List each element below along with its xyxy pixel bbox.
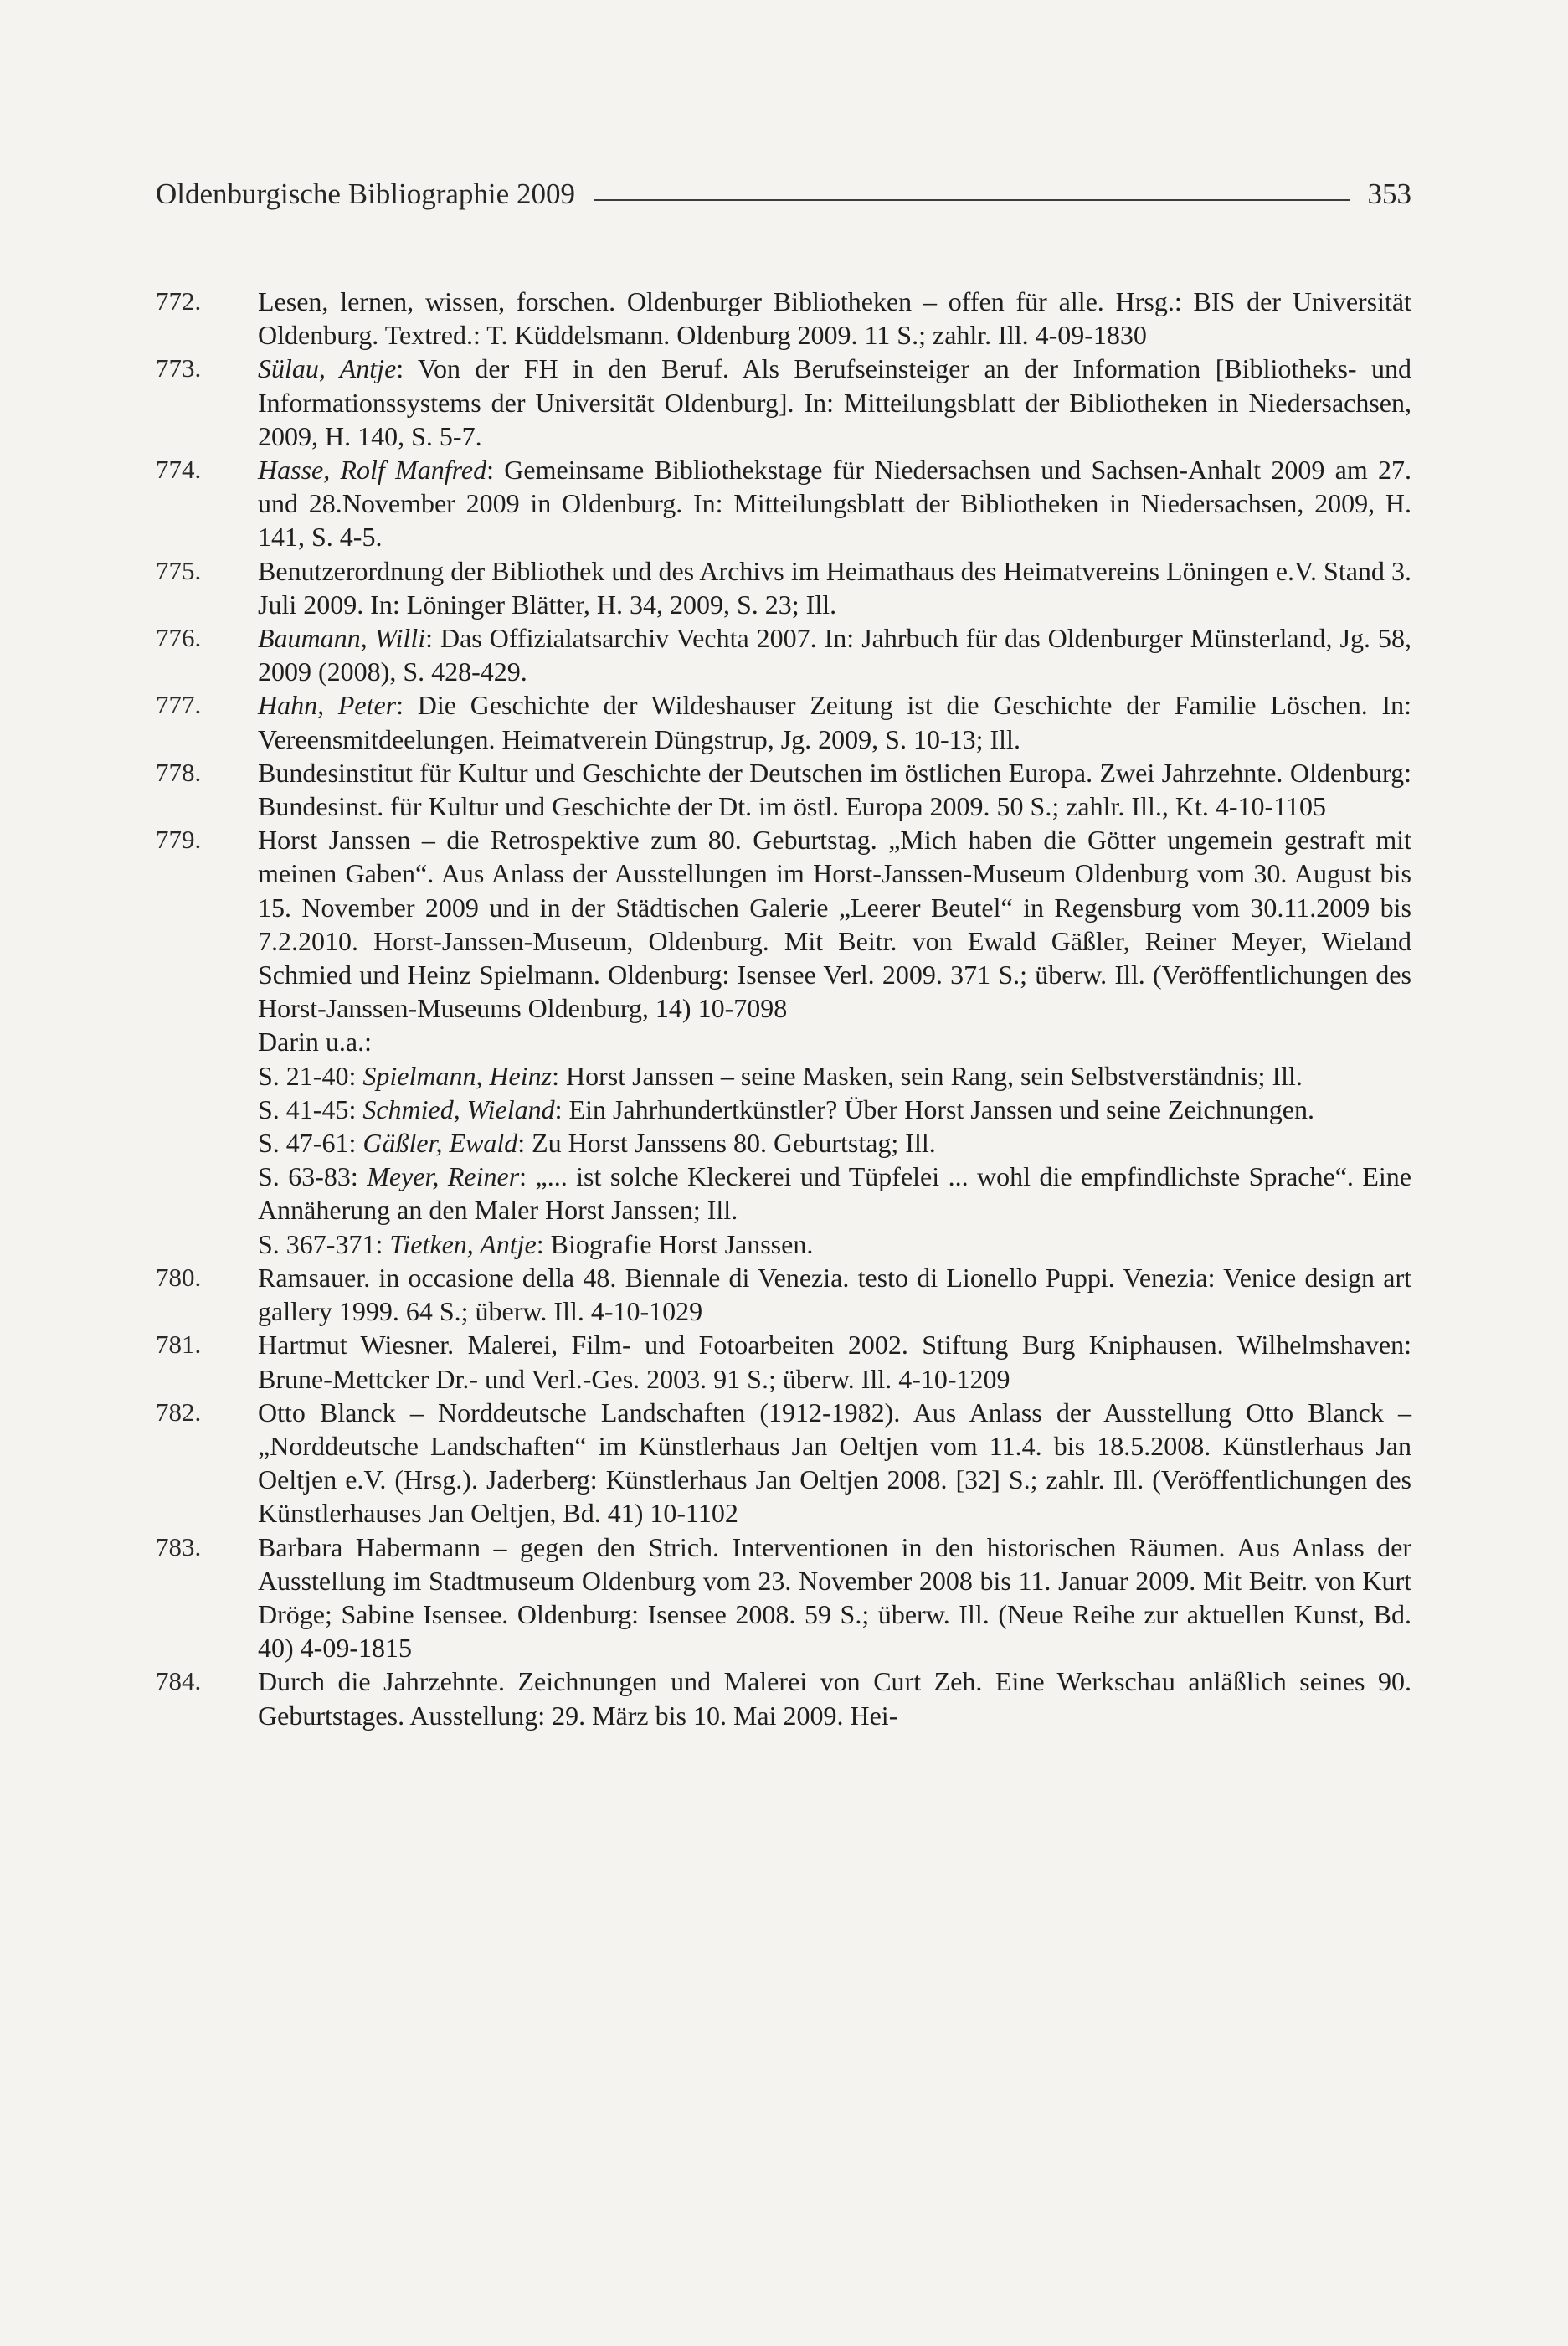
bibliography-entry	[156, 1531, 1411, 1665]
contents-item: S. 63-83: Meyer, Reiner: „... ist solche Kleckerei und Tüpfelei ... wohl die empfindlichste Sprache“. Eine Annäherung an den Maler Horst Janssen; Ill.	[258, 1161, 1412, 1226]
entry-text: Sülau, Antje: Von der FH in den Beruf. Als Berufseinsteiger an der Information [Bibliotheks- und Informationssystems der Universität Oldenburg]. In: Mitteilungsblatt der Bibliotheken in Niedersachsen, 2009, H. 140, S. 5-7.	[258, 353, 1412, 451]
contents-author: Schmied, Wieland	[362, 1093, 555, 1124]
entry-number: 778.	[156, 757, 202, 787]
entry-text: Bundesinstitut für Kultur und Geschichte der Deutschen im östlichen Europa. Zwei Jahrzehnte. Oldenburg: Bundesinst. für Kultur und Geschichte der Dt. im östl. Europa 2009. 50 S.; zahlr. Ill., Kt. 4-10-1105	[258, 757, 1411, 822]
entry-number: 772.	[156, 286, 202, 316]
bibliography-entry	[156, 1396, 1411, 1531]
bibliography-entry	[156, 554, 1411, 621]
contents-item: S. 21-40: Spielmann, Heinz: Horst Janssen – seine Masken, sein Rang, sein Selbstverständnis; Ill.	[258, 1060, 1303, 1091]
contents-author: Meyer, Reiner	[367, 1161, 520, 1192]
contents-author: Tietken, Antje	[389, 1228, 537, 1259]
header-title: Oldenburgische Bibliographie 2009	[156, 177, 575, 210]
entry-text: Ramsauer. in occasione della 48. Biennale di Venezia. testo di Lionello Puppi. Venezia: Venice design art gallery 1999. 64 S.; überw. Ill. 4-10-1029	[258, 1262, 1411, 1327]
bibliography-entry	[156, 1664, 1411, 1731]
contents-item: S. 41-45: Schmied, Wieland: Ein Jahrhundertkünstler? Über Horst Janssen und seine Zeichnungen.	[258, 1093, 1314, 1124]
entry-number: 773.	[156, 353, 202, 383]
bibliography-entry	[156, 621, 1411, 688]
bibliography-entry	[156, 453, 1411, 554]
bibliography-entry	[156, 756, 1411, 823]
entry-author: Sülau, Antje	[258, 353, 397, 384]
entry-number: 774.	[156, 455, 202, 485]
entry-text: Benutzerordnung der Bibliothek und des Archivs im Heimathaus des Heimatvereins Löningen e.V. Stand 3. Juli 2009. In: Löninger Blätter, H. 34, 2009, S. 23; Ill.	[258, 555, 1411, 620]
bibliography-entry	[156, 823, 1411, 1025]
entry-text: Baumann, Willi: Das Offizialatsarchiv Vechta 2007. In: Jahrbuch für das Oldenburger Münsterland, Jg. 58, 2009 (2008), S. 428-429.	[258, 623, 1412, 687]
running-header	[156, 177, 1411, 211]
entry-number: 779.	[156, 825, 202, 855]
entry-number: 775.	[156, 555, 202, 585]
bibliography-entry	[156, 285, 1411, 352]
entry-text: Horst Janssen – die Retrospektive zum 80. Geburtstag. „Mich haben die Götter ungemein gestraft mit meinen Gaben“. Aus Anlass der Ausstellungen im Horst-Janssen-Museum Oldenburg vom 30. August bis 15. November 2009 und in der Städtischen Galerie „Leerer Beutel“ in Regensburg vom 30.11.2009 bis 7.2.2010. Horst-Janssen-Museum, Oldenburg. Mit Beitr. von Ewald Gäßler, Reiner Meyer, Wieland Schmied und Heinz Spielmann. Oldenburg: Isensee Verl. 2009. 371 S.; überw. Ill. (Veröffentlichungen des Horst-Janssen-Museums Oldenburg, 14) 10-7098	[258, 825, 1411, 1024]
contents-author: Spielmann, Heinz	[362, 1060, 553, 1091]
page-number: 353	[1367, 177, 1411, 210]
contents-item: S. 367-371: Tietken, Antje: Biografie Horst Janssen.	[258, 1228, 814, 1259]
bibliography-entries	[156, 285, 1411, 1732]
entry-author: Hasse, Rolf Manfred	[258, 455, 487, 486]
entry-number: 780.	[156, 1262, 202, 1292]
entry-author: Hahn, Peter	[258, 690, 397, 721]
entry-number: 782.	[156, 1397, 202, 1427]
entry-author: Baumann, Willi	[258, 623, 426, 654]
entry-text: Otto Blanck – Norddeutsche Landschaften (1912-1982). Aus Anlass der Ausstellung Otto Blanck – „Norddeutsche Landschaften“ im Künstlerhaus Jan Oeltjen vom 11.4. bis 18.5.2008. Künstlerhaus Jan Oeltjen e.V. (Hrsg.). Jaderberg: Künstlerhaus Jan Oeltjen 2008. [32] S.; zahlr. Ill. (Veröffentlichungen des Künstlerhauses Jan Oeltjen, Bd. 41) 10-1102	[258, 1397, 1411, 1529]
header-rule	[594, 199, 1350, 201]
bibliography-entry	[156, 352, 1411, 453]
entry-number: 776.	[156, 623, 202, 653]
entry-text: Hasse, Rolf Manfred: Gemeinsame Bibliothekstage für Niedersachsen und Sachsen-Anhalt 2009 am 27. und 28.November 2009 in Oldenburg. In: Mitteilungsblatt der Bibliotheken in Niedersachsen, 2009, H. 141, S. 4-5.	[258, 455, 1412, 553]
entry-text: Barbara Habermann – gegen den Strich. Interventionen in den historischen Räumen. Aus Anlass der Ausstellung im Stadtmuseum Oldenburg vom 23. November 2008 bis 11. Januar 2009. Mit Beitr. von Kurt Dröge; Sabine Isensee. Oldenburg: Isensee 2008. 59 S.; überw. Ill. (Neue Reihe zur aktuellen Kunst, Bd. 40) 4-09-1815	[258, 1531, 1411, 1664]
bibliography-entry	[156, 688, 1411, 755]
bibliography-entry	[156, 1328, 1411, 1395]
contents-item: S. 47-61: Gäßler, Ewald: Zu Horst Janssens 80. Geburtstag; Ill.	[258, 1128, 936, 1159]
contents-intro: Darin u.a.:	[258, 1026, 372, 1057]
entry-number: 784.	[156, 1666, 202, 1696]
entry-text: Hahn, Peter: Die Geschichte der Wildeshauser Zeitung ist die Geschichte der Familie Löschen. In: Vereensmitdeelungen. Heimatverein Düngstrup, Jg. 2009, S. 10-13; Ill.	[258, 690, 1412, 754]
entry-number: 781.	[156, 1330, 202, 1360]
entry-number: 783.	[156, 1531, 202, 1561]
entry-text: Durch die Jahrzehnte. Zeichnungen und Malerei von Curt Zeh. Eine Werkschau anläßlich seines 90. Geburtstages. Ausstellung: 29. März bis 10. Mai 2009. Hei-	[258, 1666, 1411, 1731]
bibliography-entry	[156, 1261, 1411, 1328]
entry-number: 777.	[156, 690, 202, 720]
contents-author: Gäßler, Ewald	[362, 1128, 518, 1159]
entry-text: Lesen, lernen, wissen, forschen. Oldenburger Bibliotheken – offen für alle. Hrsg.: BIS der Universität Oldenburg. Textred.: T. Küddelsmann. Oldenburg 2009. 11 S.; zahlr. Ill. 4-09-1830	[258, 286, 1411, 351]
entry-text: Hartmut Wiesner. Malerei, Film- und Fotoarbeiten 2002. Stiftung Burg Kniphausen. Wilhelmshaven: Brune-Mettcker Dr.- und Verl.-Ges. 2003. 91 S.; überw. Ill. 4-10-1209	[258, 1330, 1411, 1394]
